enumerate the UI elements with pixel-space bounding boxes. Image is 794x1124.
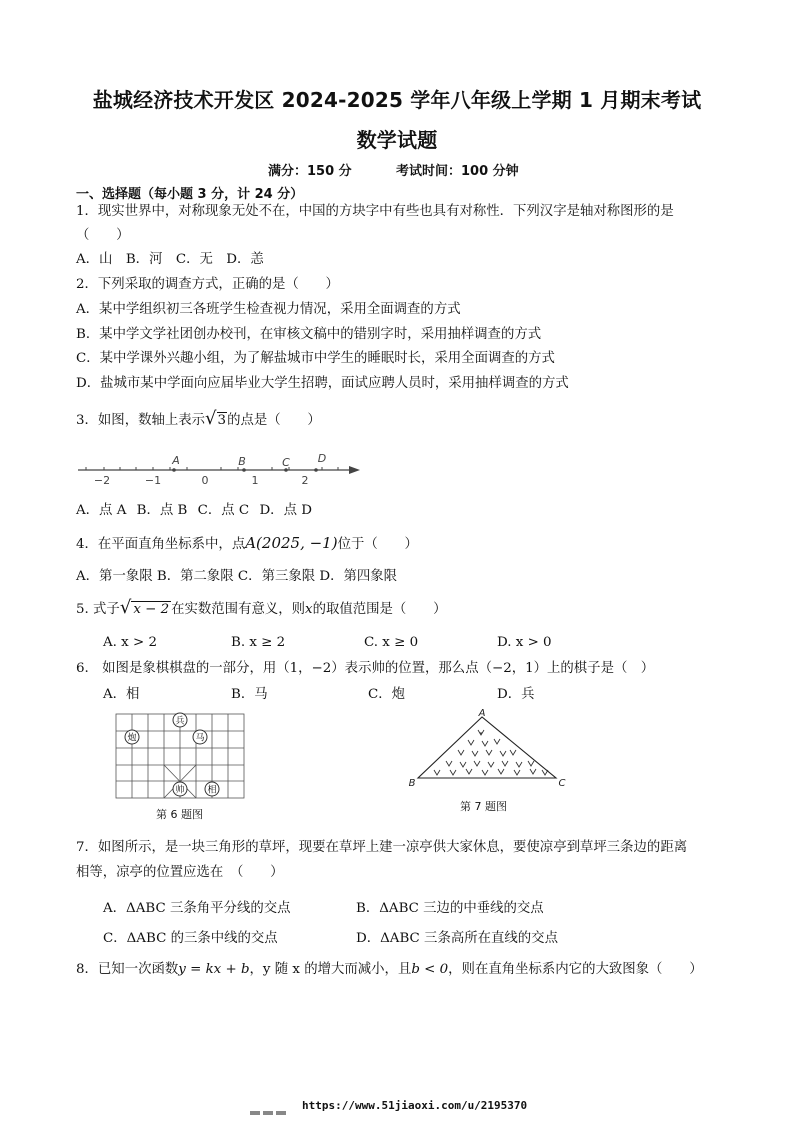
q6-option-d: D．兵 [497, 687, 535, 702]
piece-label: 炮 [127, 733, 137, 744]
q1-options: A．山 B．河 C．无 D．恙 [76, 252, 264, 267]
q7-stem-line1: 7．如图所示，是一块三角形的草坪，现要在草坪上建一凉亭供大家休息，要使凉亭到草坪三条边的距离 [76, 840, 688, 855]
exam-subtitle: 数学试题 [356, 128, 438, 152]
q8-stem [76, 961, 703, 979]
q4-stem-after: 位于（ ） [337, 537, 418, 552]
vertex-label: B [408, 778, 416, 789]
exam-title: 盐城经济技术开发区 2024-2025 学年八年级上学期 1 月期末考试 [92, 88, 702, 112]
number-line-arrow [349, 466, 360, 474]
q7-option-d: D．ΔABC 三条高所在直线的交点 [356, 931, 558, 946]
q3-option-c: C．点 C [197, 503, 250, 518]
exam-time: 考试时间：100 分钟 [396, 164, 519, 179]
triangle-outline [418, 717, 556, 778]
q5-var: x [305, 602, 313, 617]
full-score: 满分：150 分 [268, 164, 352, 179]
piece-label: 帅 [175, 785, 185, 796]
tick-label: −2 [93, 474, 111, 487]
point-label: D [317, 452, 327, 465]
q5-option-a: A. x > 2 [103, 635, 157, 650]
q8-stem-before: 8．已知一次函数 [76, 962, 179, 977]
q5-stem [76, 599, 447, 619]
q3-stem [76, 410, 321, 430]
q3-option-b: B．点 B [136, 503, 188, 518]
q7-option-b: B．ΔABC 三边的中垂线的交点 [356, 901, 544, 916]
q6-option-a: A．相 [103, 687, 140, 702]
piece-label: 马 [195, 733, 205, 744]
q3-stem-before: 3．如图，数轴上表示 [76, 413, 206, 428]
q1-bracket: （ ） [76, 228, 130, 243]
chessboard-figure [112, 710, 252, 802]
point-label: A [172, 454, 180, 467]
piece-label: 兵 [175, 716, 185, 727]
q5-stem-mid: 在实数范围有意义，则 [171, 602, 306, 617]
q7-caption: 第 7 题图 [460, 800, 507, 813]
q6-option-b: B．马 [231, 687, 268, 702]
q4-stem [76, 534, 418, 554]
q8-condition: b < 0 [411, 962, 449, 977]
number-line-figure [76, 448, 366, 492]
q6-stem: 6. 如图是象棋棋盘的一部分，用（1，−2）表示帅的位置，那么点（−2，1）上的棋子是（ ） [76, 661, 655, 676]
tick-label: 1 [251, 474, 259, 487]
q3-options [76, 502, 312, 520]
point-a-dot [172, 468, 176, 472]
q7-option-c: C．ΔABC 的三条中线的交点 [103, 931, 278, 946]
vertex-label: A [478, 708, 486, 719]
sqrt-symbol: √ [205, 408, 217, 429]
q7-option-a: A．ΔABC 三条角平分线的交点 [103, 901, 291, 916]
q8-function: y = kx + b [178, 962, 250, 977]
q5-option-b: B. x ≥ 2 [231, 635, 286, 650]
q8-stem-after: ，则在直角坐标系内它的大致图象（ ） [448, 962, 703, 977]
triangle-lawn-figure [402, 708, 576, 792]
footer-url[interactable]: https://www.51jiaoxi.com/u/2195370 [302, 1099, 528, 1112]
piece-label: 相 [207, 785, 217, 796]
q4-stem-before: 4．在平面直角坐标系中，点 [76, 537, 246, 552]
point-d-dot [314, 468, 318, 472]
q2-option-d: D．盐城市某中学面向应届毕业大学生招聘，面试应聘人员时，采用抽样调查的方式 [76, 376, 569, 391]
q2-stem: 2．下列采取的调查方式，正确的是（ ） [76, 277, 339, 292]
q3-radicand: 3 [217, 413, 227, 428]
tick-label: 0 [201, 474, 209, 487]
point-label: C [282, 456, 290, 469]
sqrt-symbol: √ [119, 597, 132, 618]
tick-label: −1 [144, 474, 162, 487]
q5-option-c: C. x ≥ 0 [364, 635, 419, 650]
q7-stem-line2: 相等，凉亭的位置应选在 （ ） [76, 865, 284, 880]
point-b-dot [242, 468, 246, 472]
q4-point: A(2025, −1) [245, 534, 338, 552]
q3-stem-after: 的点是（ ） [227, 413, 321, 428]
q2-option-a: A．某中学组织初三各班学生检查视力情况，采用全面调查的方式 [76, 302, 461, 317]
vertex-label: C [558, 778, 566, 789]
q5-stem-before: 5. 式子 [76, 602, 120, 617]
point-label: B [238, 455, 246, 468]
q8-stem-mid: ，y 随 x 的增大而减小，且 [249, 962, 412, 977]
q5-radicand: x − 2 [133, 602, 170, 617]
grass-marks [434, 730, 548, 775]
q6-option-c: C．炮 [368, 687, 406, 702]
q3-option-d: D．点 D [259, 503, 312, 518]
tick-label: 2 [301, 474, 309, 487]
section-heading: 一、选择题（每小题 3 分，计 24 分） [76, 187, 304, 202]
q1-stem: 1．现实世界中，对称现象无处不在，中国的方块字中有些也具有对称性．下列汉字是轴对称图形的是 [76, 204, 674, 219]
q5-stem-after: 的取值范围是（ ） [312, 602, 447, 617]
q6-caption: 第 6 题图 [156, 808, 203, 821]
q5-option-d: D. x > 0 [497, 635, 552, 650]
q3-option-a: A．点 A [76, 503, 127, 518]
q4-options: A．第一象限 B．第二象限 C．第三象限 D．第四象限 [76, 569, 398, 584]
watermark-logo [250, 1102, 300, 1110]
q2-option-b: B．某中学文学社团创办校刊，在审核文稿中的错别字时，采用抽样调查的方式 [76, 327, 542, 342]
q2-option-c: C．某中学课外兴趣小组，为了解盐城市中学生的睡眠时长，采用全面调查的方式 [76, 351, 555, 366]
